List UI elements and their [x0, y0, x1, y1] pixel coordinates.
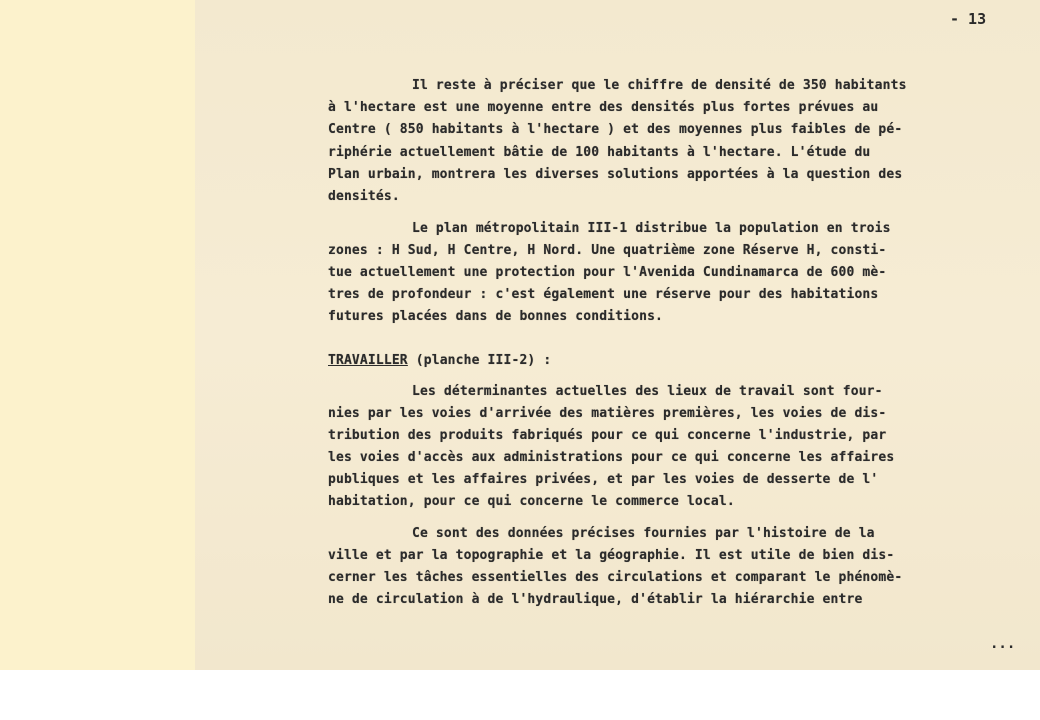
text-line: Il reste à préciser que le chiffre de densité de 350 habitants — [412, 78, 907, 93]
section-heading — [328, 353, 551, 368]
bottom-blank-area — [0, 670, 1040, 720]
text-line: tue actuellement une protection pour l'Avenida Cundinamarca de 600 mè- — [328, 265, 887, 280]
text-line: habitation, pour ce qui concerne le commerce local. — [328, 494, 735, 509]
section-heading-subtitle: (planche III-2) : — [407, 353, 552, 368]
text-line: Le plan métropolitain III-1 distribue la population en trois — [412, 221, 891, 236]
text-line: Les déterminantes actuelles des lieux de travail sont four- — [412, 384, 883, 399]
text-line: ne de circulation à de l'hydraulique, d'établir la hiérarchie entre — [328, 592, 863, 607]
text-line: Plan urbain, montrera les diverses solutions apportées à la question des — [328, 167, 903, 182]
text-line: nies par les voies d'arrivée des matières premières, les voies de dis- — [328, 406, 887, 421]
text-line: cerner les tâches essentielles des circulations et comparant le phénomè- — [328, 570, 903, 585]
left-margin — [0, 0, 195, 670]
text-line: publiques et les affaires privées, et par les voies de desserte de l' — [328, 472, 879, 487]
text-line: futures placées dans de bonnes conditions. — [328, 309, 664, 324]
text-line: ville et par la topographie et la géographie. Il est utile de bien dis- — [328, 548, 895, 563]
text-line: Centre ( 850 habitants à l'hectare ) et des moyennes plus faibles de pé- — [328, 122, 903, 137]
text-line: tribution des produits fabriqués pour ce qui concerne l'industrie, par — [328, 428, 887, 443]
continuation-marker: ... — [990, 636, 1016, 652]
text-line: à l'hectare est une moyenne entre des densités plus fortes prévues au — [328, 100, 879, 115]
page-number: - 13 — [950, 10, 987, 28]
section-heading-title: TRAVAILLER — [328, 353, 408, 368]
text-line: Ce sont des données précises fournies par l'histoire de la — [412, 526, 875, 541]
text-line: densités. — [328, 189, 400, 204]
text-line: zones : H Sud, H Centre, H Nord. Une quatrième zone Réserve H, consti- — [328, 243, 887, 258]
text-line: les voies d'accès aux administrations pour ce qui concerne les affaires — [328, 450, 895, 465]
document-page — [195, 0, 1040, 670]
text-line: riphérie actuellement bâtie de 100 habitants à l'hectare. L'étude du — [328, 145, 871, 160]
text-line: tres de profondeur : c'est également une réserve pour des habitations — [328, 287, 879, 302]
